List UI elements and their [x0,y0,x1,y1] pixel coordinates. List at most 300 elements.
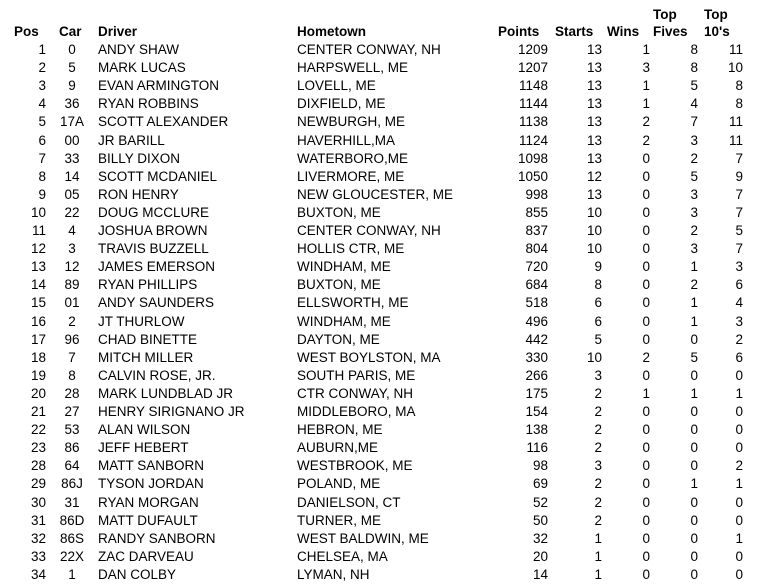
row-points: 154 [525,404,548,419]
row-points: 837 [525,223,548,238]
row-points: 52 [532,494,548,510]
row-top-tens: 11 [728,114,743,130]
table-row [0,294,770,312]
row-points: 138 [525,422,548,438]
row-driver: MARK LUNDBLAD JR [98,385,234,401]
row-hometown: POLAND, ME [297,476,381,492]
row-hometown: WATERBORO,ME [297,150,408,166]
table-row [0,349,770,367]
table-row [0,168,770,186]
row-top-fives: 2 [690,277,698,293]
row-points: 1050 [517,168,548,184]
row-top-fives: 0 [690,422,698,438]
table-row [0,494,770,512]
row-top-tens: 7 [735,150,743,166]
row-hometown: WEST BALDWIN, ME [297,530,429,546]
row-points: 442 [525,331,548,347]
row-wins: 2 [642,114,650,130]
row-driver: ZAC DARVEAU [98,548,194,564]
row-car-number: 12 [64,259,80,275]
row-top-tens: 6 [735,349,743,365]
row-pos: 6 [38,132,46,148]
row-wins: 0 [642,566,650,582]
row-top-fives: 0 [690,331,698,347]
row-wins: 0 [642,422,650,438]
row-hometown: AUBURN,ME [297,440,379,456]
row-car-number: 53 [64,422,80,438]
row-points: 1144 [518,96,548,112]
row-wins: 0 [642,241,650,257]
row-top-tens: 0 [735,404,743,419]
row-pos: 28 [30,458,46,474]
row-top-tens: 1 [735,476,743,492]
row-driver: HENRY SIRIGNANO JR [98,404,245,419]
header-top-fives-line2: Fives [653,24,688,39]
row-wins: 0 [642,331,650,347]
row-pos: 5 [38,114,46,130]
row-driver: TRAVIS BUZZELL [98,241,209,257]
row-points: 14 [532,566,548,582]
row-wins: 0 [642,150,650,166]
row-wins: 1 [642,42,650,57]
row-points: 32 [532,530,548,546]
row-wins: 0 [642,512,650,528]
row-top-fives: 0 [690,548,698,564]
row-top-fives: 3 [690,132,698,148]
row-top-fives: 4 [690,96,698,112]
row-top-fives: 0 [690,367,698,383]
row-driver: SCOTT MCDANIEL [98,168,218,184]
row-top-fives: 1 [690,259,698,275]
row-starts: 13 [586,96,602,112]
row-wins: 0 [642,440,650,456]
table-row [0,475,770,493]
table-row [0,439,770,457]
row-top-tens: 5 [735,223,743,238]
row-top-tens: 8 [735,78,743,94]
row-wins: 0 [642,168,650,184]
row-starts: 12 [586,168,602,184]
row-starts: 13 [586,186,602,202]
row-wins: 0 [642,295,650,311]
row-points: 69 [532,476,548,492]
row-pos: 31 [30,512,46,528]
row-wins: 0 [642,404,650,419]
header-top-tens-line1: Top [704,7,728,22]
row-top-fives: 1 [690,385,698,401]
row-driver: CALVIN ROSE, JR. [98,367,216,383]
table-row [0,186,770,204]
row-pos: 18 [30,349,46,365]
row-driver: TYSON JORDAN [98,476,204,492]
row-top-fives: 1 [690,295,698,311]
row-wins: 0 [642,277,650,293]
row-car-number: 8 [68,367,76,383]
row-top-tens: 3 [735,259,743,275]
row-starts: 8 [594,277,602,293]
row-wins: 0 [642,259,650,275]
row-pos: 21 [30,404,46,419]
row-top-tens: 8 [735,96,743,112]
row-points: 1148 [518,78,548,94]
row-car-number: 86J [61,476,83,492]
row-car-number: 1 [68,566,76,582]
row-starts: 6 [594,313,602,329]
row-top-fives: 0 [690,530,698,546]
row-pos: 19 [30,367,46,383]
row-starts: 1 [594,548,602,564]
row-top-tens: 0 [735,566,743,582]
row-top-fives: 2 [690,150,698,166]
row-points: 1098 [517,150,548,166]
row-pos: 20 [30,385,46,401]
row-points: 855 [525,204,548,220]
row-top-fives: 8 [690,42,698,57]
row-hometown: WINDHAM, ME [297,259,391,275]
row-driver: JR BARILL [98,132,165,148]
row-hometown: CTR CONWAY, NH [297,385,414,401]
row-starts: 2 [594,385,602,401]
row-car-number: 17A [59,114,85,130]
table-row [0,132,770,150]
row-driver: ANDY SAUNDERS [98,295,215,311]
row-top-tens: 0 [735,367,743,383]
row-driver: ALAN WILSON [98,422,191,438]
row-hometown: CENTER CONWAY, NH [297,223,441,238]
row-points: 50 [532,512,548,528]
row-starts: 13 [586,60,602,76]
row-car-number: 33 [64,150,80,166]
header-hometown: Hometown [297,24,366,39]
row-pos: 29 [30,476,46,492]
header-pos: Pos [14,24,39,39]
row-starts: 10 [586,223,602,238]
row-top-tens: 1 [735,385,743,401]
table-row [0,331,770,349]
row-hometown: ELLSWORTH, ME [297,295,409,311]
row-top-tens: 0 [735,512,743,528]
row-hometown: LOVELL, ME [297,78,376,94]
row-starts: 13 [586,78,602,94]
row-car-number: 3 [68,241,76,257]
row-hometown: LIVERMORE, ME [297,168,405,184]
row-points: 1209 [517,42,548,57]
row-hometown: HAVERHILL,MA [297,132,396,148]
row-car-number: 86S [59,530,85,546]
row-driver: JT THURLOW [98,313,185,329]
row-starts: 2 [594,422,602,438]
row-pos: 1 [38,42,46,57]
row-wins: 0 [642,458,650,474]
row-car-number: 36 [64,96,80,112]
row-points: 98 [532,458,548,474]
row-wins: 0 [642,223,650,238]
row-starts: 13 [586,42,602,57]
row-hometown: TURNER, ME [297,512,381,528]
row-wins: 1 [642,96,650,112]
header-wins: Wins [607,24,640,39]
standings-header [0,4,770,40]
row-car-number: 01 [64,295,80,311]
table-row [0,41,770,59]
row-pos: 30 [30,494,46,510]
row-points: 266 [525,367,548,383]
row-points: 518 [525,295,548,311]
row-hometown: HARPSWELL, ME [297,60,409,76]
row-starts: 1 [594,530,602,546]
row-top-tens: 7 [735,204,743,220]
row-hometown: WINDHAM, ME [297,313,391,329]
row-wins: 0 [642,530,650,546]
row-top-tens: 0 [735,494,743,510]
table-row [0,457,770,475]
row-pos: 4 [38,96,46,112]
row-driver: RANDY SANBORN [98,530,216,546]
row-driver: RYAN ROBBINS [98,96,199,112]
row-top-fives: 0 [690,494,698,510]
row-car-number: 9 [68,78,76,94]
row-pos: 22 [30,422,46,438]
row-hometown: DAYTON, ME [297,331,380,347]
row-driver: BILLY DIXON [98,150,181,166]
row-top-tens: 2 [735,331,743,347]
row-top-fives: 5 [690,349,698,365]
row-hometown: BUXTON, ME [297,277,381,293]
row-wins: 1 [642,78,650,94]
row-top-tens: 3 [735,313,743,329]
row-car-number: 89 [64,277,80,293]
row-top-fives: 1 [690,476,698,492]
row-hometown: CENTER CONWAY, NH [297,42,441,57]
row-hometown: BUXTON, ME [297,204,381,220]
row-hometown: MIDDLEBORO, MA [297,404,416,419]
header-car: Car [59,24,82,39]
row-top-tens: 0 [735,422,743,438]
row-car-number: 27 [64,404,80,419]
row-car-number: 64 [64,458,80,474]
row-top-fives: 5 [690,78,698,94]
table-row [0,548,770,566]
row-driver: DOUG MCCLURE [98,204,210,220]
row-starts: 2 [594,440,602,456]
row-starts: 5 [594,331,602,347]
row-driver: CHAD BINETTE [98,331,198,347]
row-driver: EVAN ARMINGTON [98,78,220,94]
row-hometown: HOLLIS CTR, ME [297,241,405,257]
table-row [0,367,770,385]
row-driver: ANDY SHAW [98,42,180,57]
row-starts: 13 [586,150,602,166]
row-pos: 15 [30,295,46,311]
row-points: 720 [525,259,548,275]
row-top-fives: 3 [690,186,698,202]
row-pos: 33 [30,548,46,564]
row-pos: 32 [30,530,46,546]
row-pos: 2 [38,60,46,76]
table-row [0,530,770,548]
row-wins: 1 [642,385,650,401]
row-starts: 2 [594,512,602,528]
table-row [0,403,770,421]
row-hometown: WESTBROOK, ME [297,458,413,474]
row-top-fives: 1 [690,313,698,329]
table-row [0,222,770,240]
row-pos: 3 [38,78,46,94]
table-row [0,77,770,95]
row-points: 20 [532,548,548,564]
row-wins: 2 [642,349,650,365]
row-starts: 6 [594,295,602,311]
row-pos: 7 [38,150,46,166]
row-pos: 17 [30,331,46,347]
row-top-tens: 0 [735,548,743,564]
row-car-number: 14 [64,168,80,184]
header-driver: Driver [98,24,138,39]
row-driver: MATT DUFAULT [98,512,198,528]
row-car-number: 4 [68,223,76,238]
row-driver: JEFF HEBERT [98,440,189,456]
row-top-tens: 1 [735,530,743,546]
row-pos: 8 [38,168,46,184]
row-starts: 3 [594,367,602,383]
row-driver: RYAN PHILLIPS [98,277,198,293]
row-wins: 0 [642,367,650,383]
row-points: 1207 [517,60,548,76]
row-top-tens: 11 [728,132,743,148]
row-hometown: NEW GLOUCESTER, ME [297,186,454,202]
table-row [0,258,770,276]
row-wins: 0 [642,204,650,220]
row-pos: 13 [30,259,46,275]
row-car-number: 86 [64,440,80,456]
row-top-fives: 7 [690,114,698,130]
table-row [0,240,770,258]
row-car-number: 22X [59,548,85,564]
row-top-fives: 3 [690,241,698,257]
header-top-fives-line1: Top [653,7,677,22]
row-wins: 0 [642,494,650,510]
row-points: 1124 [518,132,548,148]
row-top-tens: 10 [727,60,743,76]
row-pos: 14 [30,277,46,293]
row-driver: RYAN MORGAN [98,494,199,510]
row-hometown: HEBRON, ME [297,422,383,438]
row-wins: 3 [642,60,650,76]
row-pos: 16 [30,313,46,329]
row-points: 175 [525,385,548,401]
row-wins: 0 [642,548,650,564]
row-car-number: 2 [68,313,76,329]
row-car-number: 22 [64,204,80,220]
row-top-tens: 7 [735,241,743,257]
row-car-number: 0 [68,42,76,57]
header-points: Points [498,24,540,39]
row-top-tens: 4 [735,295,743,311]
row-points: 998 [525,186,548,202]
row-starts: 1 [594,566,602,582]
header-starts: Starts [555,24,594,39]
row-driver: JOSHUA BROWN [98,223,208,238]
table-row [0,59,770,77]
row-starts: 9 [594,259,602,275]
row-wins: 0 [642,313,650,329]
row-top-fives: 5 [690,168,698,184]
row-starts: 2 [594,476,602,492]
row-top-fives: 0 [690,440,698,456]
table-row [0,512,770,530]
row-top-fives: 0 [690,512,698,528]
row-hometown: WEST BOYLSTON, MA [297,349,441,365]
row-points: 804 [525,241,548,257]
row-driver: MATT SANBORN [98,458,205,474]
row-hometown: SOUTH PARIS, ME [297,367,416,383]
header-top-tens-line2: 10's [704,24,730,39]
row-car-number: 31 [64,494,80,510]
row-pos: 12 [30,241,46,257]
row-points: 1138 [518,114,548,130]
table-row [0,276,770,294]
row-top-fives: 8 [690,60,698,76]
row-top-fives: 3 [690,204,698,220]
row-hometown: DANIELSON, CT [297,494,401,510]
row-pos: 11 [31,223,46,238]
row-top-tens: 9 [735,168,743,184]
row-wins: 0 [642,476,650,492]
row-top-fives: 0 [690,566,698,582]
row-car-number: 00 [64,132,80,148]
row-top-tens: 0 [735,440,743,456]
row-hometown: LYMAN, NH [297,566,370,582]
table-row [0,421,770,439]
row-pos: 9 [38,186,46,202]
row-car-number: 7 [68,349,76,365]
row-driver: DAN COLBY [98,566,177,582]
table-row [0,204,770,222]
row-hometown: DIXFIELD, ME [297,96,386,112]
row-driver: RON HENRY [98,186,179,202]
table-row [0,95,770,113]
row-car-number: 86D [59,512,85,528]
row-driver: MARK LUCAS [98,60,186,76]
table-row [0,150,770,168]
table-row [0,313,770,331]
row-driver: SCOTT ALEXANDER [98,114,229,130]
row-starts: 2 [594,494,602,510]
row-car-number: 5 [68,60,76,76]
row-car-number: 28 [64,385,80,401]
row-top-fives: 2 [690,223,698,238]
table-row [0,113,770,131]
row-points: 116 [526,440,548,456]
row-car-number: 96 [64,331,80,347]
row-points: 330 [525,349,548,365]
row-top-fives: 0 [690,458,698,474]
row-car-number: 05 [64,186,80,202]
row-starts: 3 [594,458,602,474]
table-row [0,566,770,584]
row-starts: 13 [586,132,602,148]
row-points: 496 [525,313,548,329]
row-hometown: CHELSEA, MA [297,548,388,564]
row-top-tens: 2 [735,458,743,474]
row-top-tens: 7 [735,186,743,202]
row-pos: 34 [30,566,46,582]
row-starts: 10 [586,241,602,257]
row-starts: 10 [586,204,602,220]
row-starts: 10 [586,349,602,365]
row-hometown: NEWBURGH, ME [297,114,405,130]
row-top-tens: 11 [728,42,743,57]
